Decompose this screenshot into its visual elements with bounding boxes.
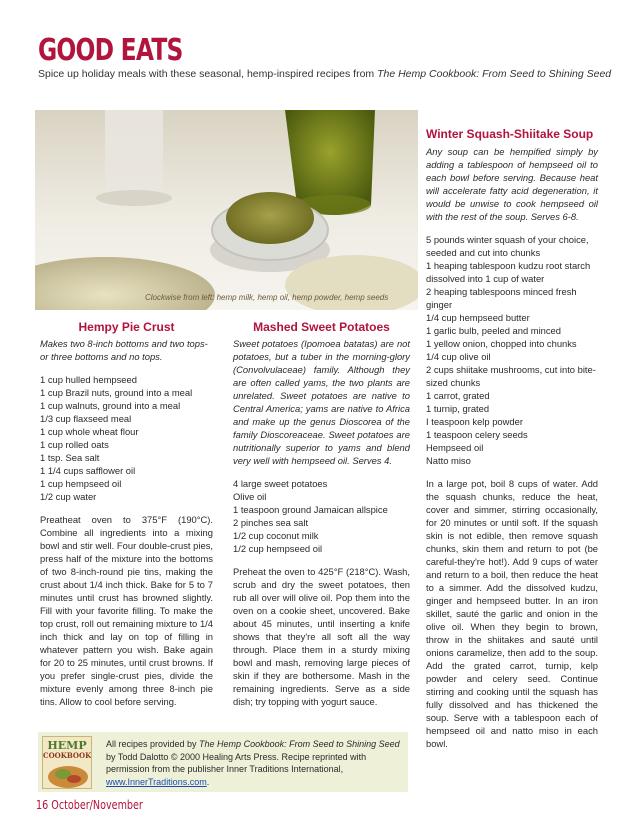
ingredient: 1 turnip, grated (426, 403, 490, 414)
squash-soup-directions: In a large pot, boil 8 cups of water. Add the squash chunks, reduce the heat, cover and simmer, stirring occasionally, for 20 minutes or until soft. If the squash skin is not edible, then remove squash chunks, skin them and return to pot (be careful-they're hot!). Add 9 cups of water and return to a boil, then reduce the heat to a simmer. Add the dissolved kudzu, ginger and hempseed butter. In an iron skillet, sauté the garlic and onion in the olive oil. When they begin to brown, throw in the shiitakes and sauté until onions caramelize, then add to the soup. Add the grated carrot, turnip, kelp powder and celery seed. Continue stirring and cooking until the squash has fully dissolved and has thickened the soup. Serve with a tablespoon each of hempseed oil and natto miso in each bowl. (426, 478, 598, 749)
ingredient: 1/3 cup flaxseed meal (40, 413, 132, 424)
squash-soup-intro: Any soup can be hempified simply by adding a tablespoon of hempseed oil to each bowl before serving. Because heat will accelerate fatty acid degeneration, it would be unwise to cook hempseed oil with the rest of the soup. Serves 6-8. (426, 146, 598, 222)
credit-prefix: All recipes provided by (106, 739, 200, 749)
sweet-potatoes-recipe (233, 320, 410, 708)
ingredient: 1/4 cup olive oil (426, 351, 491, 362)
hemp-products-photo (35, 110, 418, 310)
squash-soup-ingredients (426, 233, 598, 467)
ingredient: 5 pounds winter squash of your choice, seeded and cut into chunks (426, 234, 589, 258)
pie-crust-title: Hempy Pie Crust (78, 320, 175, 334)
ingredient: 1 heaping tablespoon kudzu root starch dissolved into 1 cup of water (426, 260, 591, 284)
cover-food-illustration (43, 761, 92, 789)
page-footer: 16 October/November (36, 798, 143, 812)
sweet-potatoes-directions: Preheat the oven to 425°F (218°C). Wash, scrub and dry the sweet potatoes, then rub all over will olive oil. Pop them into the oven on a cookie sheet, uncovered. Bake about 45 minutes, until inserting a knife shows that they're all soft all the way through. Place them in a sturdy mixing bowl and mash, removing large pieces of skin if they are bothersome. Mash in the remaining ingredients. Serve as a side dish; try topping with yogurt sauce. (233, 566, 410, 707)
hemp-products-illustration (35, 110, 418, 310)
credit-end: . (206, 776, 210, 787)
ingredient: 1 cup Brazil nuts, ground into a meal (40, 387, 193, 398)
ingredient: 1 cup whole wheat flour (40, 426, 139, 437)
ingredient: 1 cup hempseed oil (40, 478, 122, 489)
ingredient: 1 cup hulled hempseed (40, 374, 137, 385)
pie-crust-recipe (40, 320, 213, 708)
squash-soup-recipe (426, 127, 598, 750)
subtitle-prefix: Spice up holiday meals with these seasonal, hemp-inspired recipes from (38, 68, 378, 80)
photo-caption: Clockwise from left: hemp milk, hemp oil, hemp powder, hemp seeds (145, 293, 389, 302)
ingredient: 1 tsp. Sea salt (40, 452, 100, 463)
ingredient: 1/2 cup hempseed oil (233, 543, 323, 554)
ingredient: 1 teaspoon celery seeds (426, 429, 528, 440)
ingredient: Natto miso (426, 455, 471, 466)
pie-crust-ingredients (40, 373, 213, 503)
ingredient: 1/2 cup water (40, 491, 97, 502)
ingredient: 1 cup rolled oats (40, 439, 109, 450)
ingredient: I teaspoon kelp powder (426, 416, 523, 427)
ingredient: 1 yellow onion, chopped into chunks (426, 338, 577, 349)
ingredient: 1 cup walnuts, ground into a meal (40, 400, 181, 411)
credit-text (106, 738, 402, 788)
publisher-link[interactable]: www.InnerTraditions.com (106, 776, 207, 787)
page-title: GOOD EATS (38, 33, 183, 68)
ingredient: 1 garlic bulb, peeled and minced (426, 325, 561, 336)
ingredient: 1/2 cup coconut milk (233, 530, 319, 541)
ingredient: 2 cups shiitake mushrooms, cut into bite-sized chunks (426, 364, 596, 388)
ingredient: 1 carrot, grated (426, 390, 490, 401)
pie-crust-directions: Preatheat oven to 375°F (190°C). Combine all ingredients into a mixing bowl and stir well. Four double-crust pies, press half of the mixture into the bottoms of two 8-inch-round pie tins, making the crust about 1/4 inch thick. Bake for 5 to 7 minutes until crust has browned slightly. Fill with your favorite filling. To make the top crust, roll out remaining mixture to 1/4 inch thick and lay on top of filling in whatever pattern you wish. Bake again for 20 to 25 minutes, until crust browns. If you prefer single-crust pies, divide the mixture evenly among three 8-inch pie tins. Allow to cool before serving. (40, 514, 213, 707)
ingredient: 1/4 cup hempseed butter (426, 312, 530, 323)
hemp-cookbook-cover (42, 736, 92, 789)
pie-crust-intro: Makes two 8-inch bottoms and two tops-or three bottoms and no tops. (40, 338, 208, 362)
ingredient: 1 teaspoon ground Jamaican allspice (233, 504, 388, 515)
ingredient: 1 1/4 cups safflower oil (40, 465, 136, 476)
ingredient: 2 pinches sea salt (233, 517, 309, 528)
sweet-potatoes-intro: Sweet potatoes (Ipomoea batatas) are not potatoes, but a tuber in the morning-glory (Convolvulaceae) family. Although they are often called yams, the two plants are unrelated. Sweet potatoes are native to Central America; yams are native to Africa and make up the genus Dioscorea of the family Dioscoreaceae. Sweet potatoes are nutritionally superior to yams and blend very well with hempseed oil. Serves 4. (233, 338, 410, 466)
page-subtitle (38, 68, 612, 80)
sweet-potatoes-ingredients (233, 477, 410, 555)
credit-details: by Todd Dalotto © 2000 Healing Arts Press. Recipe reprinted with permission from the publisher Inner Traditions International, (106, 751, 367, 774)
ingredient: 2 heaping tablespoons minced fresh ginger (426, 286, 577, 310)
squash-soup-title: Winter Squash-Shiitake Soup (426, 127, 594, 141)
sweet-potatoes-title: Mashed Sweet Potatoes (253, 320, 390, 334)
ingredient: Olive oil (233, 491, 267, 502)
cover-title: HEMP (47, 739, 87, 752)
cover-subtitle: COOKBOOK (43, 751, 92, 760)
ingredient: Hempseed oil (426, 442, 484, 453)
ingredient: 4 large sweet potatoes (233, 478, 328, 489)
subtitle-book-title: The Hemp Cookbook: From Seed to Shining Seed (377, 68, 612, 80)
credit-book-title: The Hemp Cookbook: From Seed to Shining Seed (199, 739, 400, 749)
recipe-credit-box (38, 732, 408, 792)
